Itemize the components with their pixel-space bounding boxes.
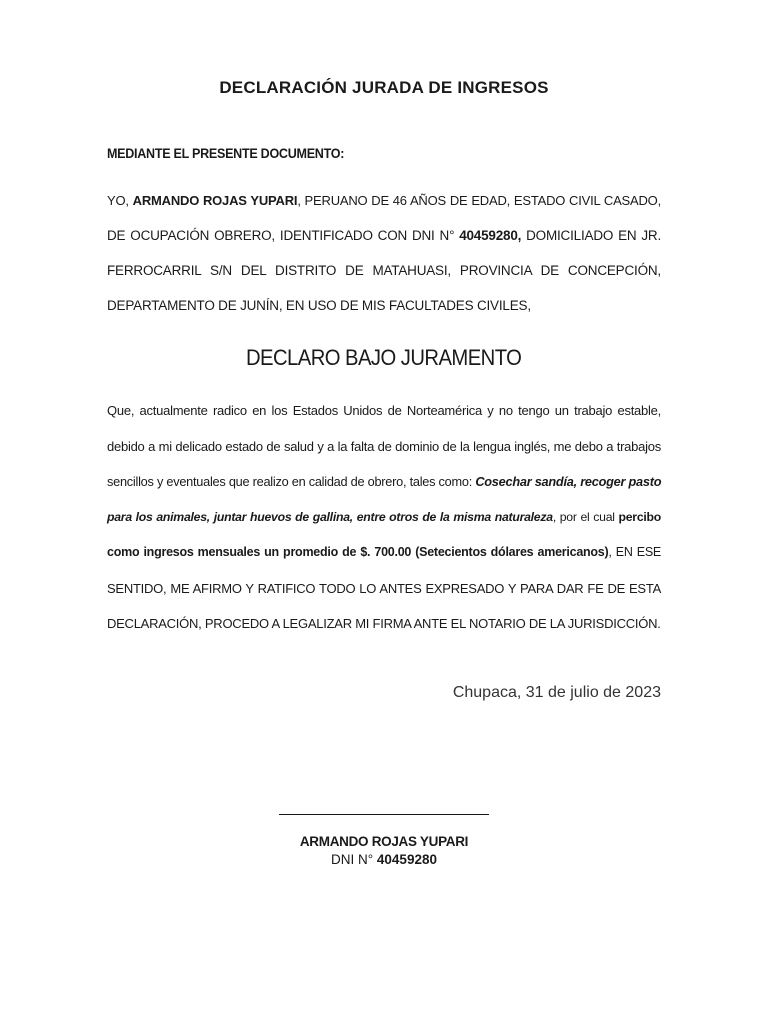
declaration-heading-text: DECLARO BAJO JURAMENTO: [246, 345, 522, 370]
dni-number: 40459280: [376, 852, 437, 867]
paragraph-line: Que, actualmente radico en los Estados Unidos de Norteamérica y no tengo un trabajo estable,: [107, 403, 661, 418]
paragraph-line: SENTIDO, ME AFIRMO Y RATIFICO TODO LO ANTES EXPRESADO Y PARA DAR FE DE ESTA: [107, 580, 661, 596]
paragraph-line: [107, 535, 661, 571]
document-title: DECLARACIÓN JURADA DE INGRESOS: [219, 78, 549, 97]
dni-label: DNI N°: [331, 852, 377, 867]
statement-paragraph: [107, 393, 661, 642]
place-date: Chupaca, 31 de julio de 2023: [452, 684, 661, 701]
text-segment: DOMICILIADO EN JR.: [521, 228, 661, 243]
paragraph-line: [107, 500, 661, 536]
text-segment: DE OCUPACIÓN OBRERO, IDENTIFICADO CON DNI N°: [107, 228, 460, 243]
signature-dni: [0, 852, 768, 867]
paragraph-line: [107, 218, 661, 253]
activities-text: Cosechar sandía, recoger pasto: [475, 474, 662, 489]
paragraph-line: DEPARTAMENTO DE JUNÍN, EN USO DE MIS FACULTADES CIVILES,: [107, 298, 531, 313]
declarant-name: ARMANDO ROJAS YUPARI: [132, 193, 298, 208]
text-segment: sencillos y eventuales que realizo en calidad de obrero, tales como:: [107, 474, 476, 489]
text-segment: , PERUANO DE 46 AÑOS DE EDAD, ESTADO CIVIL CASADO,: [297, 193, 661, 208]
signature-line: [279, 800, 489, 815]
declarant-paragraph: [107, 183, 661, 323]
paragraph-line: debido a mi delicado estado de salud y a la falta de dominio de la lengua inglés, me debo a trabajos: [107, 438, 661, 454]
activities-text: para los animales, juntar huevos de gallina, entre otros de la misma naturaleza: [107, 509, 553, 524]
paragraph-line: DECLARACIÓN, PROCEDO A LEGALIZAR MI FIRMA ANTE EL NOTARIO DE LA JURISDICCIÓN.: [107, 616, 661, 631]
text-yo: YO,: [107, 193, 133, 208]
income-text: percibo: [618, 509, 662, 524]
paragraph-line: FERROCARRIL S/N DEL DISTRITO DE MATAHUASI, PROVINCIA DE CONCEPCIÓN,: [107, 263, 661, 278]
text-segment: , por el cual: [552, 509, 619, 524]
income-text: como ingresos mensuales un promedio de $. 700.00 (Setecientos dólares americanos): [107, 545, 609, 559]
declaration-heading: [0, 345, 768, 371]
text-segment: , EN ESE: [608, 545, 661, 559]
paragraph-line: [107, 464, 661, 500]
intro-label: MEDIANTE EL PRESENTE DOCUMENTO:: [107, 146, 345, 161]
signature-name: ARMANDO ROJAS YUPARI: [299, 834, 469, 849]
paragraph-line: [107, 183, 661, 218]
declarant-dni: 40459280,: [459, 228, 522, 243]
